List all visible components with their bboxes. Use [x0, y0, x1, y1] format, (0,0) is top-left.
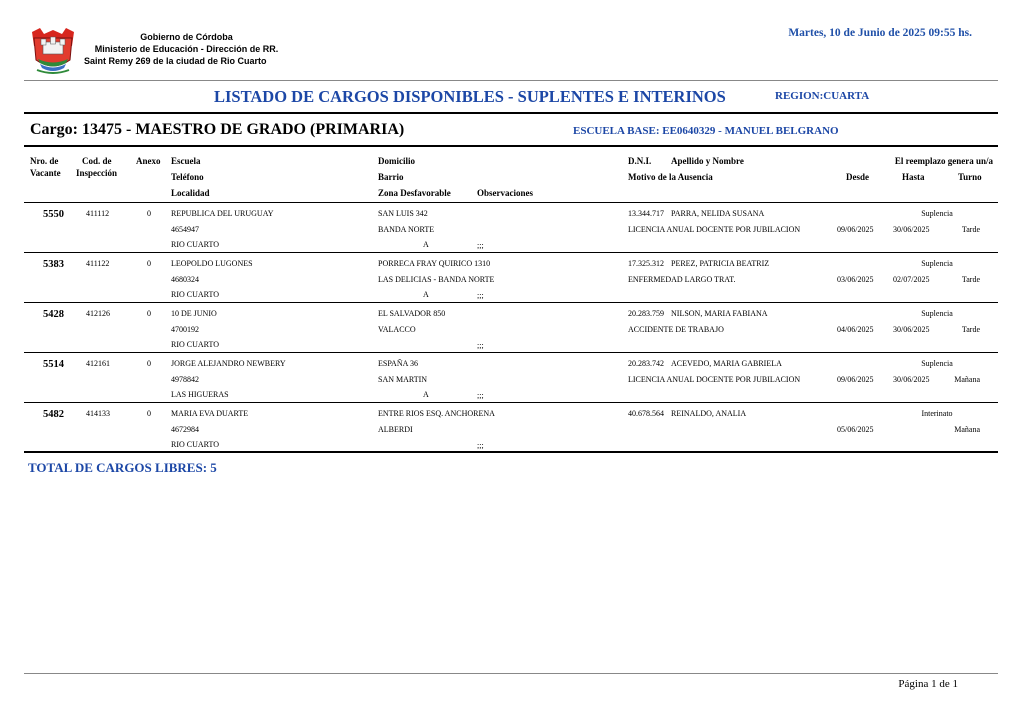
col-zona-desfavorable: Zona Desfavorable: [378, 188, 451, 198]
vacante-number: 5482: [43, 409, 64, 420]
row-divider: [24, 352, 998, 353]
dni: 13.344.717: [628, 209, 664, 218]
turno: Tarde: [961, 325, 980, 334]
observaciones: ;;;: [477, 341, 484, 350]
anexo-value: 0: [147, 309, 151, 318]
fecha-hasta: 30/06/2025: [893, 325, 930, 334]
apellido-nombre: REINALDO, ANALIA: [671, 409, 747, 418]
anexo-value: 0: [147, 409, 151, 418]
row-divider: [24, 252, 998, 253]
observaciones: ;;;: [477, 441, 484, 450]
apellido-nombre: NILSON, MARIA FABIANA: [671, 309, 768, 318]
domicilio: EL SALVADOR 850: [378, 309, 446, 318]
turno: Tarde: [961, 275, 980, 284]
zona-desfavorable: A: [423, 390, 429, 399]
vacante-number: 5383: [43, 259, 64, 270]
motivo-ausencia: ACCIDENTE DE TRABAJO: [628, 325, 724, 334]
col-dni: D.N.I.: [628, 156, 652, 166]
zona-desfavorable: A: [423, 240, 429, 249]
anexo-value: 0: [147, 259, 151, 268]
escuela-localidad: RIO CUARTO: [171, 240, 220, 249]
cargo-divider: [24, 145, 998, 147]
escuela-localidad: RIO CUARTO: [171, 440, 220, 449]
fecha-desde: 03/06/2025: [837, 275, 874, 284]
col-reemplazo: El reemplazo genera un/a: [894, 156, 993, 166]
institution-government: Gobierno de Córdoba: [140, 32, 233, 42]
escuela-telefono: 4672984: [171, 425, 199, 434]
turno: Mañana: [954, 425, 980, 434]
table-row: [0, 404, 1024, 454]
col-escuela: Escuela: [171, 156, 201, 166]
institution-address: Saint Remy 269 de la ciudad de Rio Cuarto: [84, 56, 267, 66]
turno: Mañana: [954, 375, 980, 384]
escuela-name: 10 DE JUNIO: [171, 309, 217, 318]
cod-inspeccion: 412161: [86, 359, 110, 368]
fecha-desde: 09/06/2025: [837, 375, 874, 384]
motivo-ausencia: LICENCIA ANUAL DOCENTE POR JUBILACION: [628, 225, 801, 234]
report-title: LISTADO DE CARGOS DISPONIBLES - SUPLENTES E INTERINOS: [214, 87, 726, 106]
cordoba-coat-of-arms-logo: [28, 26, 78, 76]
dni: 17.325.312: [628, 259, 664, 268]
cod-inspeccion: 411122: [86, 259, 110, 268]
institution-block: [84, 32, 289, 68]
reemplazo-tipo: Suplencia: [921, 309, 953, 318]
apellido-nombre: ACEVEDO, MARIA GABRIELA: [671, 359, 782, 368]
vacante-number: 5514: [43, 359, 64, 370]
col-telefono: Teléfono: [171, 172, 204, 182]
domicilio: SAN LUIS 342: [378, 209, 428, 218]
escuela-localidad: LAS HIGUERAS: [171, 390, 229, 399]
domicilio: PORRECA FRAY QUIRICO 1310: [378, 259, 491, 268]
escuela-telefono: 4978842: [171, 375, 199, 384]
reemplazo-tipo: Suplencia: [921, 209, 953, 218]
col-motivo-ausencia: Motivo de la Ausencia: [628, 172, 713, 182]
cod-inspeccion: 412126: [86, 309, 110, 318]
dni: 40.678.564: [628, 409, 664, 418]
col-nro-vacante-2: Vacante: [30, 168, 61, 178]
dni: 20.283.742: [628, 359, 664, 368]
table-bottom-divider: [24, 451, 998, 452]
total-cargos-libres: TOTAL DE CARGOS LIBRES: 5: [28, 460, 217, 475]
header-divider: [24, 80, 998, 81]
motivo-ausencia: ENFERMEDAD LARGO TRAT.: [628, 275, 736, 284]
cod-inspeccion: 411112: [86, 209, 110, 218]
col-localidad: Localidad: [171, 188, 210, 198]
escuela-telefono: 4654947: [171, 225, 199, 234]
escuela-localidad: RIO CUARTO: [171, 340, 220, 349]
escuela-name: MARIA EVA DUARTE: [171, 409, 249, 418]
escuela-name: JORGE ALEJANDRO NEWBERY: [171, 359, 286, 368]
fecha-hasta: 30/06/2025: [893, 375, 930, 384]
apellido-nombre: PEREZ, PATRICIA BEATRIZ: [671, 259, 770, 268]
reemplazo-tipo: Suplencia: [921, 359, 953, 368]
dni: 20.283.759: [628, 309, 664, 318]
col-hasta: Hasta: [902, 172, 925, 182]
barrio: LAS DELICIAS - BANDA NORTE: [378, 275, 495, 284]
fecha-desde: 09/06/2025: [837, 225, 874, 234]
page-number: Página 1 de 1: [898, 678, 958, 690]
observaciones: ;;;: [477, 391, 484, 400]
table-row: [0, 304, 1024, 354]
col-nro-vacante-1: Nro. de: [30, 156, 59, 166]
escuela-name: REPUBLICA DEL URUGUAY: [171, 209, 274, 218]
barrio: BANDA NORTE: [378, 225, 435, 234]
vacante-number: 5550: [43, 209, 64, 220]
cargo-heading: Cargo: 13475 - MAESTRO DE GRADO (PRIMARIA): [30, 121, 405, 138]
fecha-hasta: 30/06/2025: [893, 225, 930, 234]
col-barrio: Barrio: [378, 172, 404, 182]
barrio: VALACCO: [378, 325, 416, 334]
escuela-name: LEOPOLDO LUGONES: [171, 259, 253, 268]
columns-divider: [24, 202, 998, 203]
reemplazo-tipo: Interinato: [921, 409, 953, 418]
zona-desfavorable: A: [423, 290, 429, 299]
col-turno: Turno: [958, 172, 982, 182]
col-domicilio: Domicilio: [378, 156, 415, 166]
fecha-hasta: 02/07/2025: [893, 275, 930, 284]
vacante-number: 5428: [43, 309, 64, 320]
domicilio: ESPAÑA 36: [378, 359, 418, 368]
reemplazo-tipo: Suplencia: [921, 259, 953, 268]
row-divider: [24, 402, 998, 403]
cod-inspeccion: 414133: [86, 409, 110, 418]
observaciones: ;;;: [477, 291, 484, 300]
footer-divider: [24, 673, 998, 674]
observaciones: ;;;: [477, 241, 484, 250]
fecha-desde: 05/06/2025: [837, 425, 874, 434]
row-divider: [24, 452, 998, 453]
escuela-base: ESCUELA BASE: EE0640329 - MANUEL BELGRANO: [573, 125, 839, 137]
apellido-nombre: PARRA, NELIDA SUSANA: [671, 209, 765, 218]
turno: Tarde: [961, 225, 980, 234]
barrio: ALBERDI: [378, 425, 413, 434]
escuela-telefono: 4700192: [171, 325, 199, 334]
motivo-ausencia: LICENCIA ANUAL DOCENTE POR JUBILACION: [628, 375, 801, 384]
report-datetime: Martes, 10 de Junio de 2025 09:55 hs.: [788, 27, 972, 39]
anexo-value: 0: [147, 209, 151, 218]
barrio: SAN MARTIN: [378, 375, 428, 384]
table-row: [0, 354, 1024, 404]
fecha-desde: 04/06/2025: [837, 325, 874, 334]
table-row: [0, 204, 1024, 254]
escuela-localidad: RIO CUARTO: [171, 290, 220, 299]
col-observaciones: Observaciones: [477, 188, 533, 198]
report-region: REGION:CUARTA: [775, 90, 870, 102]
anexo-value: 0: [147, 359, 151, 368]
col-anexo: Anexo: [136, 156, 161, 166]
col-cod-inspeccion-2: Inspección: [76, 168, 118, 178]
escuela-telefono: 4680324: [171, 275, 199, 284]
col-desde: Desde: [846, 172, 869, 182]
col-cod-inspeccion-1: Cod. de: [82, 156, 112, 166]
col-apellido-nombre: Apellido y Nombre: [671, 156, 744, 166]
title-divider: [24, 112, 998, 114]
table-row: [0, 254, 1024, 304]
institution-ministry: Ministerio de Educación - Dirección de RR.: [94, 43, 279, 54]
domicilio: ENTRE RIOS ESQ. ANCHORENA: [378, 409, 495, 418]
row-divider: [24, 302, 998, 303]
